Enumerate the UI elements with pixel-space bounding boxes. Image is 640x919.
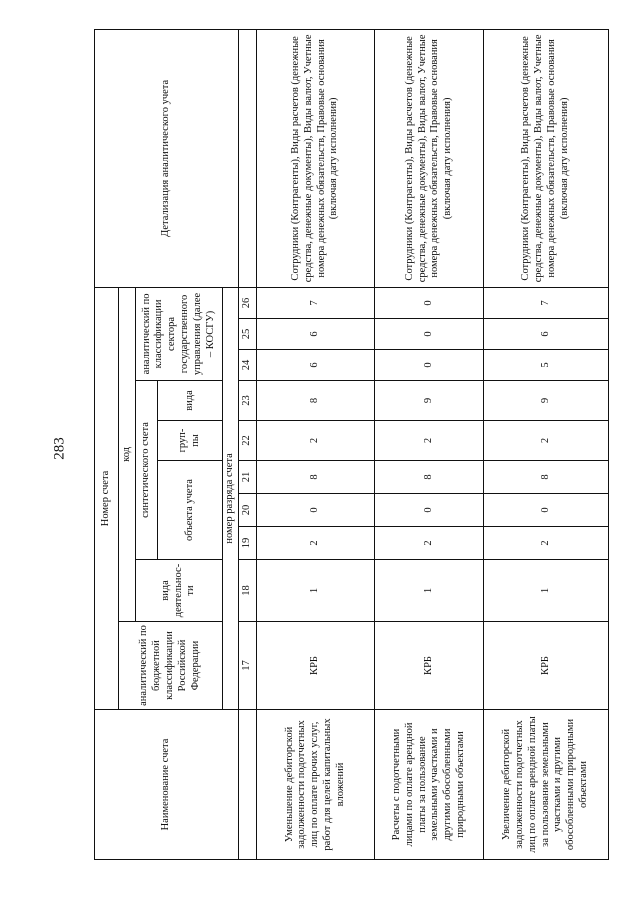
row-d22: 2 — [484, 421, 609, 461]
digit-col: 23 — [238, 381, 256, 421]
digit-col: 18 — [238, 560, 256, 622]
row-d23: 8 — [256, 381, 375, 421]
row-d18: 1 — [375, 560, 484, 622]
row-d24: 6 — [256, 350, 375, 381]
header-synthetic: синтетического счета — [136, 381, 158, 560]
page-number: 283 — [51, 437, 68, 460]
row-detail: Сотрудники (Контрагенты), Виды расчетов (денежные средства, денежные документы), Виды валют, Учетные номера денежных обязательств, Правовые основания (включая дату исполнения) — [375, 29, 484, 287]
row-krb: КРБ — [375, 622, 484, 710]
row-account-name: Увеличение дебиторской задолженности подотчетных лиц по оплате арендной платы за пользование земельными участками и другими обособленными природными объектами — [484, 710, 609, 860]
row-d26: 7 — [484, 287, 609, 318]
rotated-table-container — [94, 30, 609, 860]
row-account-name: Расчеты с подотчетными лицами по оплате арендной платы за пользование земельными участками и другими обособленными природными объектами — [375, 710, 484, 860]
header-group: груп-пы — [158, 421, 222, 461]
header-account-number: Номер счета — [95, 287, 119, 709]
digit-col: 19 — [238, 527, 256, 560]
row-d18: 1 — [256, 560, 375, 622]
row-d20: 0 — [256, 494, 375, 527]
table-row — [256, 29, 375, 859]
row-d19: 2 — [484, 527, 609, 560]
row-d25: 6 — [484, 319, 609, 350]
digit-col: 25 — [238, 319, 256, 350]
digit-col: 21 — [238, 461, 256, 494]
header-kind: вида — [158, 381, 222, 421]
row-d21: 8 — [375, 461, 484, 494]
row-d23: 9 — [484, 381, 609, 421]
row-d24: 0 — [375, 350, 484, 381]
row-d21: 8 — [484, 461, 609, 494]
digit-col: 22 — [238, 421, 256, 461]
row-d18: 1 — [484, 560, 609, 622]
digit-blank-left — [238, 710, 256, 860]
digit-col: 26 — [238, 287, 256, 318]
header-analytical-budget: аналитический по бюджетной классификации Российской Федерации — [119, 622, 223, 710]
table-row — [484, 29, 609, 859]
row-d26: 0 — [375, 287, 484, 318]
row-d24: 5 — [484, 350, 609, 381]
row-d20: 0 — [375, 494, 484, 527]
row-account-name: Уменьшение дебиторской задолженности подотчетных лиц по оплате прочих услуг, работ для целей капитальных вложений — [256, 710, 375, 860]
row-d22: 2 — [375, 421, 484, 461]
account-table — [94, 29, 609, 860]
digit-blank-right — [238, 29, 256, 287]
row-d19: 2 — [375, 527, 484, 560]
digit-col: 17 — [238, 622, 256, 710]
header-activity-type: вида деятельнос-ти — [136, 560, 223, 622]
row-detail: Сотрудники (Контрагенты), Виды расчетов (денежные средства, денежные документы), Виды валют, Учетные номера денежных обязательств, Правовые основания (включая дату исполнения) — [484, 29, 609, 287]
row-d23: 9 — [375, 381, 484, 421]
header-code: код — [119, 287, 136, 621]
header-accounting-object: объекта учета — [158, 461, 222, 560]
row-d19: 2 — [256, 527, 375, 560]
header-digit-number: номер разряда счета — [222, 287, 238, 709]
row-krb: КРБ — [484, 622, 609, 710]
row-d20: 0 — [484, 494, 609, 527]
row-d25: 0 — [375, 319, 484, 350]
row-krb: КРБ — [256, 622, 375, 710]
header-analytical-kosgu: аналитический по классификации сектора государственного управления (далее – КОСГУ) — [136, 287, 223, 380]
digit-col: 24 — [238, 350, 256, 381]
row-detail: Сотрудники (Контрагенты), Виды расчетов (денежные средства, денежные документы), Виды валют, Учетные номера денежных обязательств, Правовые основания (включая дату исполнения) — [256, 29, 375, 287]
table-row — [375, 29, 484, 859]
row-d25: 6 — [256, 319, 375, 350]
digit-col: 20 — [238, 494, 256, 527]
row-d22: 2 — [256, 421, 375, 461]
header-detail: Детализация аналитического учета — [95, 29, 239, 287]
row-d26: 7 — [256, 287, 375, 318]
row-d21: 8 — [256, 461, 375, 494]
header-account-name: Наименование счета — [95, 710, 239, 860]
